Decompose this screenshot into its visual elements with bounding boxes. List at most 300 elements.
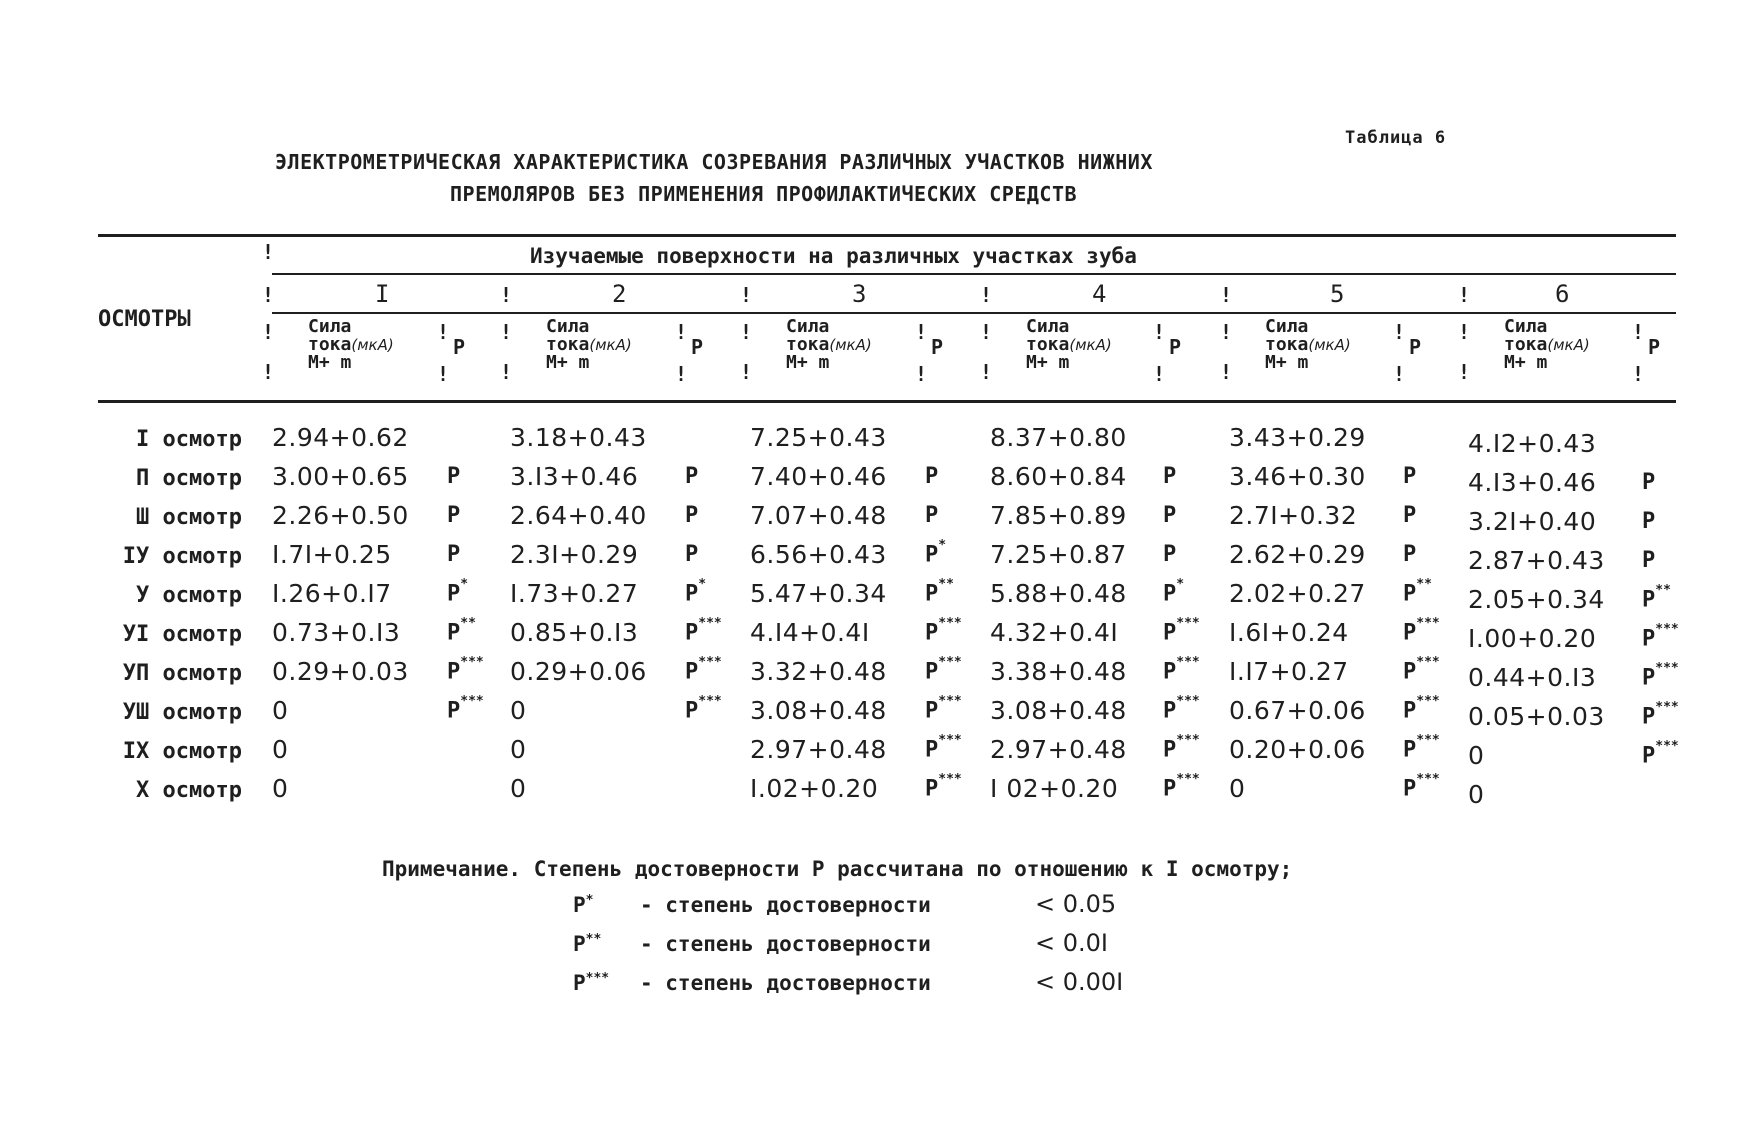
cell-value: 0.29+0.06 [510,657,647,686]
cell-value: 0.20+0.06 [1229,735,1366,764]
p-letter: P [1642,665,1656,691]
sub-unit: (мкА) [589,336,632,354]
cell-value: 3.08+0.48 [990,696,1127,725]
cell-value: 3.46+0.30 [1229,462,1366,491]
cell-value: 7.40+0.46 [750,462,887,491]
divider-mark: ! [1393,320,1406,344]
p-stars: ** [1655,583,1671,598]
p-stars: *** [1416,733,1440,748]
p-letter: P [1403,620,1417,646]
cell-value: 3.43+0.29 [1229,423,1366,452]
cell-significance [1403,464,1416,489]
cell-significance [685,616,722,646]
sub-unit: (мкА) [1308,336,1351,354]
divider-mark: ! [500,283,513,307]
sub-line-2-text: тока [1265,334,1309,355]
cell-significance [1163,733,1200,763]
section-number: 4 [1092,280,1107,308]
p-letter: P [685,503,699,528]
cell-significance [1163,616,1200,646]
sub-line-3: М+ m [786,352,830,373]
cell-significance [1403,694,1440,724]
cell-value: 3.00+0.65 [272,462,409,491]
cell-value: I 02+0.20 [990,774,1119,803]
section-number: 2 [612,280,627,308]
cell-value: 0 [1229,774,1246,803]
divider-mark: ! [740,283,753,307]
cell-significance [925,577,954,607]
p-letter: P [447,698,461,724]
p-stars: *** [1176,694,1200,709]
sub-line-2-text: тока [546,334,590,355]
cell-value: 0 [1468,741,1485,770]
p-header: Р [1648,335,1661,359]
p-letter: P [925,581,939,607]
p-letter: P [1403,737,1417,763]
cell-value: 0 [272,774,289,803]
sub-line-1: Сила [786,316,830,337]
cell-value: I.26+0.I7 [272,579,392,608]
p-stars: *** [938,655,962,670]
cell-value: 0 [510,696,527,725]
section-number: I [375,280,390,308]
cell-significance [1642,622,1679,652]
cell-value: 2.94+0.62 [272,423,409,452]
cell-significance [1163,655,1200,685]
section-number: 5 [1330,280,1345,308]
cell-significance [447,542,460,567]
cell-value: 2.87+0.43 [1468,546,1605,575]
p-letter: P [1642,743,1656,769]
header-bottom-rule [98,400,1676,403]
cell-value: 0 [510,735,527,764]
sub-line-1: Сила [1026,316,1070,337]
divider-mark: ! [980,320,993,344]
row-label: П осмотр [136,466,242,491]
p-stars: *** [1416,694,1440,709]
p-letter: P [447,464,461,489]
note-value [1035,929,1108,957]
cell-value: 0 [272,696,289,725]
p-letter: P [925,659,939,685]
p-letter: P [1163,503,1177,528]
cell-significance [1163,464,1176,489]
divider-mark: ! [740,360,753,384]
cell-value: 5.88+0.48 [990,579,1127,608]
sub-unit: (мкА) [351,336,394,354]
cell-significance [685,577,707,607]
row-label: УП осмотр [122,661,242,686]
note-mark [573,893,593,917]
cell-value: 4.32+0.4I [990,618,1119,647]
cell-value: 3.18+0.43 [510,423,647,452]
p-stars: *** [938,616,962,631]
cell-value: 2.97+0.48 [990,735,1127,764]
cell-significance [685,694,722,724]
cell-value: 0.05+0.03 [1468,702,1605,731]
cell-value: 2.62+0.29 [1229,540,1366,569]
p-stars: *** [1176,733,1200,748]
cell-significance [1642,700,1679,730]
p-stars: ** [938,577,954,592]
row-label: УI осмотр [122,622,242,647]
sub-unit: (мкА) [829,336,872,354]
p-letter: P [1403,776,1417,802]
p-stars: * [938,538,947,553]
note-mark-stars: *** [585,971,610,986]
divider-mark: ! [500,320,513,344]
p-letter: P [1642,509,1656,534]
cell-significance [1642,583,1671,613]
cell-significance [1403,542,1416,567]
p-letter: P [447,620,461,646]
section-number: 6 [1555,280,1570,308]
divider-mark: ! [1220,360,1233,384]
current-strength-header [308,318,394,372]
divider-mark: ! [1153,320,1166,344]
divider-mark: ! [980,283,993,307]
cell-significance [1642,470,1655,495]
cell-value: 2.26+0.50 [272,501,409,530]
p-letter: P [1163,464,1177,489]
sub-line-3: М+ m [1265,352,1309,373]
cell-significance [447,655,484,685]
cell-value: 3.I3+0.46 [510,462,639,491]
cell-significance [925,538,947,568]
current-strength-header [786,318,872,372]
divider-mark: ! [500,360,513,384]
p-stars: *** [1655,700,1679,715]
divider-mark: ! [915,362,928,386]
cell-significance [1163,772,1200,802]
cell-value: 2.02+0.27 [1229,579,1366,608]
divider-mark: ! [675,320,688,344]
sub-line-1: Сила [308,316,352,337]
p-letter: P [1642,704,1656,730]
cell-value: 4.I3+0.46 [1468,468,1597,497]
cell-significance [925,772,962,802]
p-letter: P [685,620,699,646]
p-letter: P [1163,542,1177,567]
p-letter: P [1163,620,1177,646]
current-strength-header [1265,318,1351,372]
cell-value: 0.67+0.06 [1229,696,1366,725]
p-header: Р [453,335,466,359]
cell-value: 6.56+0.43 [750,540,887,569]
row-label: Х осмотр [136,778,242,803]
cell-value: I.7I+0.25 [272,540,392,569]
p-stars: *** [1176,616,1200,631]
note-threshold: < 0.00I [1035,968,1124,996]
p-letter: P [1163,698,1177,724]
p-letter: P [1403,659,1417,685]
p-letter: P [925,698,939,724]
note-mark-letter: Р [573,932,586,956]
cell-significance [1163,694,1200,724]
cell-significance [1403,503,1416,528]
note-threshold: < 0.05 [1035,890,1117,918]
note-mark-stars: ** [585,932,602,947]
note-text: - степень достоверности [640,893,931,917]
note-mark-letter: Р [573,893,586,917]
cell-value: 2.64+0.40 [510,501,647,530]
section-number: 3 [852,280,867,308]
cell-significance [1403,655,1440,685]
group-rule [272,273,1676,275]
cell-significance [925,464,938,489]
p-letter: P [447,581,461,607]
cell-value: I.I7+0.27 [1229,657,1349,686]
sub-line-3: М+ m [1504,352,1548,373]
cell-significance [685,503,698,528]
note-mark [573,932,601,956]
divider-mark: ! [1393,362,1406,386]
divider-mark: ! [1458,283,1471,307]
cell-value: 3.2I+0.40 [1468,507,1597,536]
cell-value: 3.38+0.48 [990,657,1127,686]
row-label: IУ осмотр [122,544,242,569]
divider-mark: ! [437,320,450,344]
cell-value: 4.I4+0.4I [750,618,870,647]
cell-significance [685,464,698,489]
cell-value: 5.47+0.34 [750,579,887,608]
row-label: У осмотр [136,583,242,608]
p-header: Р [1409,335,1422,359]
p-letter: P [685,464,699,489]
sub-line-1: Сила [1265,316,1309,337]
title-line-2: ПРЕМОЛЯРОВ БЕЗ ПРИМЕНЕНИЯ ПРОФИЛАКТИЧЕСКИХ СРЕДСТВ [450,182,1078,206]
sub-line-2-text: тока [786,334,830,355]
cell-value: I.02+0.20 [750,774,879,803]
p-stars: *** [1176,655,1200,670]
table-number: Таблица 6 [1345,128,1447,148]
cell-value: 7.85+0.89 [990,501,1127,530]
p-stars: *** [1176,772,1200,787]
p-stars: *** [698,616,722,631]
p-letter: P [1163,581,1177,607]
cell-value: 0.29+0.03 [272,657,409,686]
sub-line-2-text: тока [1026,334,1070,355]
cell-significance [1403,616,1440,646]
p-stars: *** [938,772,962,787]
p-letter: P [1163,659,1177,685]
p-stars: *** [698,694,722,709]
cell-value: I.73+0.27 [510,579,639,608]
p-letter: P [685,659,699,685]
p-letter: P [1642,587,1656,613]
divider-mark: ! [1632,362,1645,386]
sub-line-2-text: тока [1504,334,1548,355]
table-top-rule [98,234,1676,237]
cell-value: 7.07+0.48 [750,501,887,530]
title-line-1: ЭЛЕКТРОМЕТРИЧЕСКАЯ ХАРАКТЕРИСТИКА СОЗРЕВАНИЯ РАЗЛИЧНЫХ УЧАСТКОВ НИЖНИХ [275,150,1153,174]
note-intro: Примечание. Степень достоверности Р рассчитана по отношению к I осмотру; [382,857,1293,881]
p-stars: * [698,577,707,592]
divider-mark: ! [1632,320,1645,344]
divider-mark: ! [437,362,450,386]
p-stars: * [460,577,469,592]
cell-significance [1163,503,1176,528]
p-letter: P [1403,698,1417,724]
p-letter: P [685,542,699,567]
row-label: УШ осмотр [122,700,242,725]
p-letter: P [447,659,461,685]
p-stars: *** [460,694,484,709]
p-stars: *** [1655,622,1679,637]
cell-significance [1642,548,1655,573]
divider-mark: ! [262,320,275,344]
cell-significance [925,616,962,646]
note-text: - степень достоверности [640,971,931,995]
p-letter: P [925,737,939,763]
p-stars: *** [1416,616,1440,631]
sub-line-3: М+ m [546,352,590,373]
cell-significance [925,503,938,528]
p-letter: P [1642,470,1656,495]
note-mark [573,971,609,995]
p-letter: P [1642,548,1656,573]
p-stars: *** [698,655,722,670]
divider-mark: ! [675,362,688,386]
row-label: IХ осмотр [122,739,242,764]
divider-mark: ! [915,320,928,344]
sub-line-1: Сила [1504,316,1548,337]
p-stars: ** [460,616,476,631]
cell-significance [1642,739,1679,769]
p-letter: P [1403,503,1417,528]
p-letter: P [447,542,461,567]
cell-value: 0.44+0.I3 [1468,663,1597,692]
p-letter: P [925,620,939,646]
sub-line-2-text: тока [308,334,352,355]
cell-value: 0.73+0.I3 [272,618,401,647]
cell-value: 8.37+0.80 [990,423,1127,452]
p-header: Р [931,335,944,359]
p-letter: P [685,581,699,607]
p-header: Р [1169,335,1182,359]
p-letter: P [925,503,939,528]
cell-value: 0 [510,774,527,803]
divider-mark: ! [1458,320,1471,344]
sub-line-3: М+ m [1026,352,1070,373]
p-stars: ** [1416,577,1432,592]
p-letter: P [1642,626,1656,652]
cell-significance [925,733,962,763]
divider-mark: ! [1153,362,1166,386]
p-header: Р [691,335,704,359]
divider-mark: ! [980,360,993,384]
note-mark-stars: * [585,893,594,908]
cell-significance [1642,661,1679,691]
cell-significance [447,577,469,607]
p-letter: P [925,542,939,568]
p-stars: * [1176,577,1185,592]
divider-mark: ! [1220,320,1233,344]
cell-value: 0.85+0.I3 [510,618,639,647]
sub-line-3: М+ m [308,352,352,373]
note-text: - степень достоверности [640,932,931,956]
divider-mark: ! [262,240,275,264]
cell-value: 0 [1468,780,1485,809]
p-stars: *** [1416,655,1440,670]
p-stars: *** [460,655,484,670]
sub-unit: (мкА) [1547,336,1590,354]
cell-significance [447,464,460,489]
p-stars: *** [1655,661,1679,676]
cell-significance [1163,542,1176,567]
cell-value: 2.05+0.34 [1468,585,1605,614]
cell-significance [685,542,698,567]
cell-value: 2.97+0.48 [750,735,887,764]
p-stars: *** [938,733,962,748]
cell-significance [1403,733,1440,763]
p-stars: *** [938,694,962,709]
cell-significance [447,694,484,724]
section-rule [272,312,1676,314]
cell-value: I.00+0.20 [1468,624,1597,653]
cell-value: 7.25+0.87 [990,540,1127,569]
cell-significance [1642,509,1655,534]
note-value [1035,968,1123,996]
p-letter: P [925,776,939,802]
note-value [1035,890,1116,918]
cell-value: 2.7I+0.32 [1229,501,1358,530]
current-strength-header [546,318,632,372]
divider-mark: ! [1458,360,1471,384]
p-letter: P [1163,776,1177,802]
p-stars: *** [1655,739,1679,754]
cell-significance [685,655,722,685]
note-threshold: < 0.0I [1035,929,1108,957]
divider-mark: ! [740,320,753,344]
sub-line-1: Сила [546,316,590,337]
cell-significance [925,655,962,685]
p-letter: P [1163,737,1177,763]
cell-value: 7.25+0.43 [750,423,887,452]
p-letter: P [1403,464,1417,489]
cell-value: 2.3I+0.29 [510,540,639,569]
cell-value: 0 [272,735,289,764]
divider-mark: ! [262,360,275,384]
current-strength-header [1026,318,1112,372]
p-letter: P [685,698,699,724]
cell-value: 4.I2+0.43 [1468,429,1597,458]
sub-unit: (мкА) [1069,336,1112,354]
p-letter: P [1403,581,1417,607]
cell-value: I.6I+0.24 [1229,618,1349,647]
cell-significance [447,616,476,646]
divider-mark: ! [1220,283,1233,307]
p-letter: P [1403,542,1417,567]
cell-significance [925,694,962,724]
cell-value: 8.60+0.84 [990,462,1127,491]
cell-significance [1403,772,1440,802]
row-label: Ш осмотр [136,505,242,530]
cell-value: 3.08+0.48 [750,696,887,725]
p-letter: P [925,464,939,489]
p-letter: P [447,503,461,528]
cell-significance [1403,577,1432,607]
row-label-header: ОСМОТРЫ [98,307,191,332]
divider-mark: ! [262,283,275,307]
group-title: Изучаемые поверхности на различных участках зуба [530,244,1137,268]
p-stars: *** [1416,772,1440,787]
cell-significance [1163,577,1185,607]
cell-significance [447,503,460,528]
row-label: I осмотр [136,427,242,452]
note-mark-letter: Р [573,971,586,995]
current-strength-header [1504,318,1590,372]
